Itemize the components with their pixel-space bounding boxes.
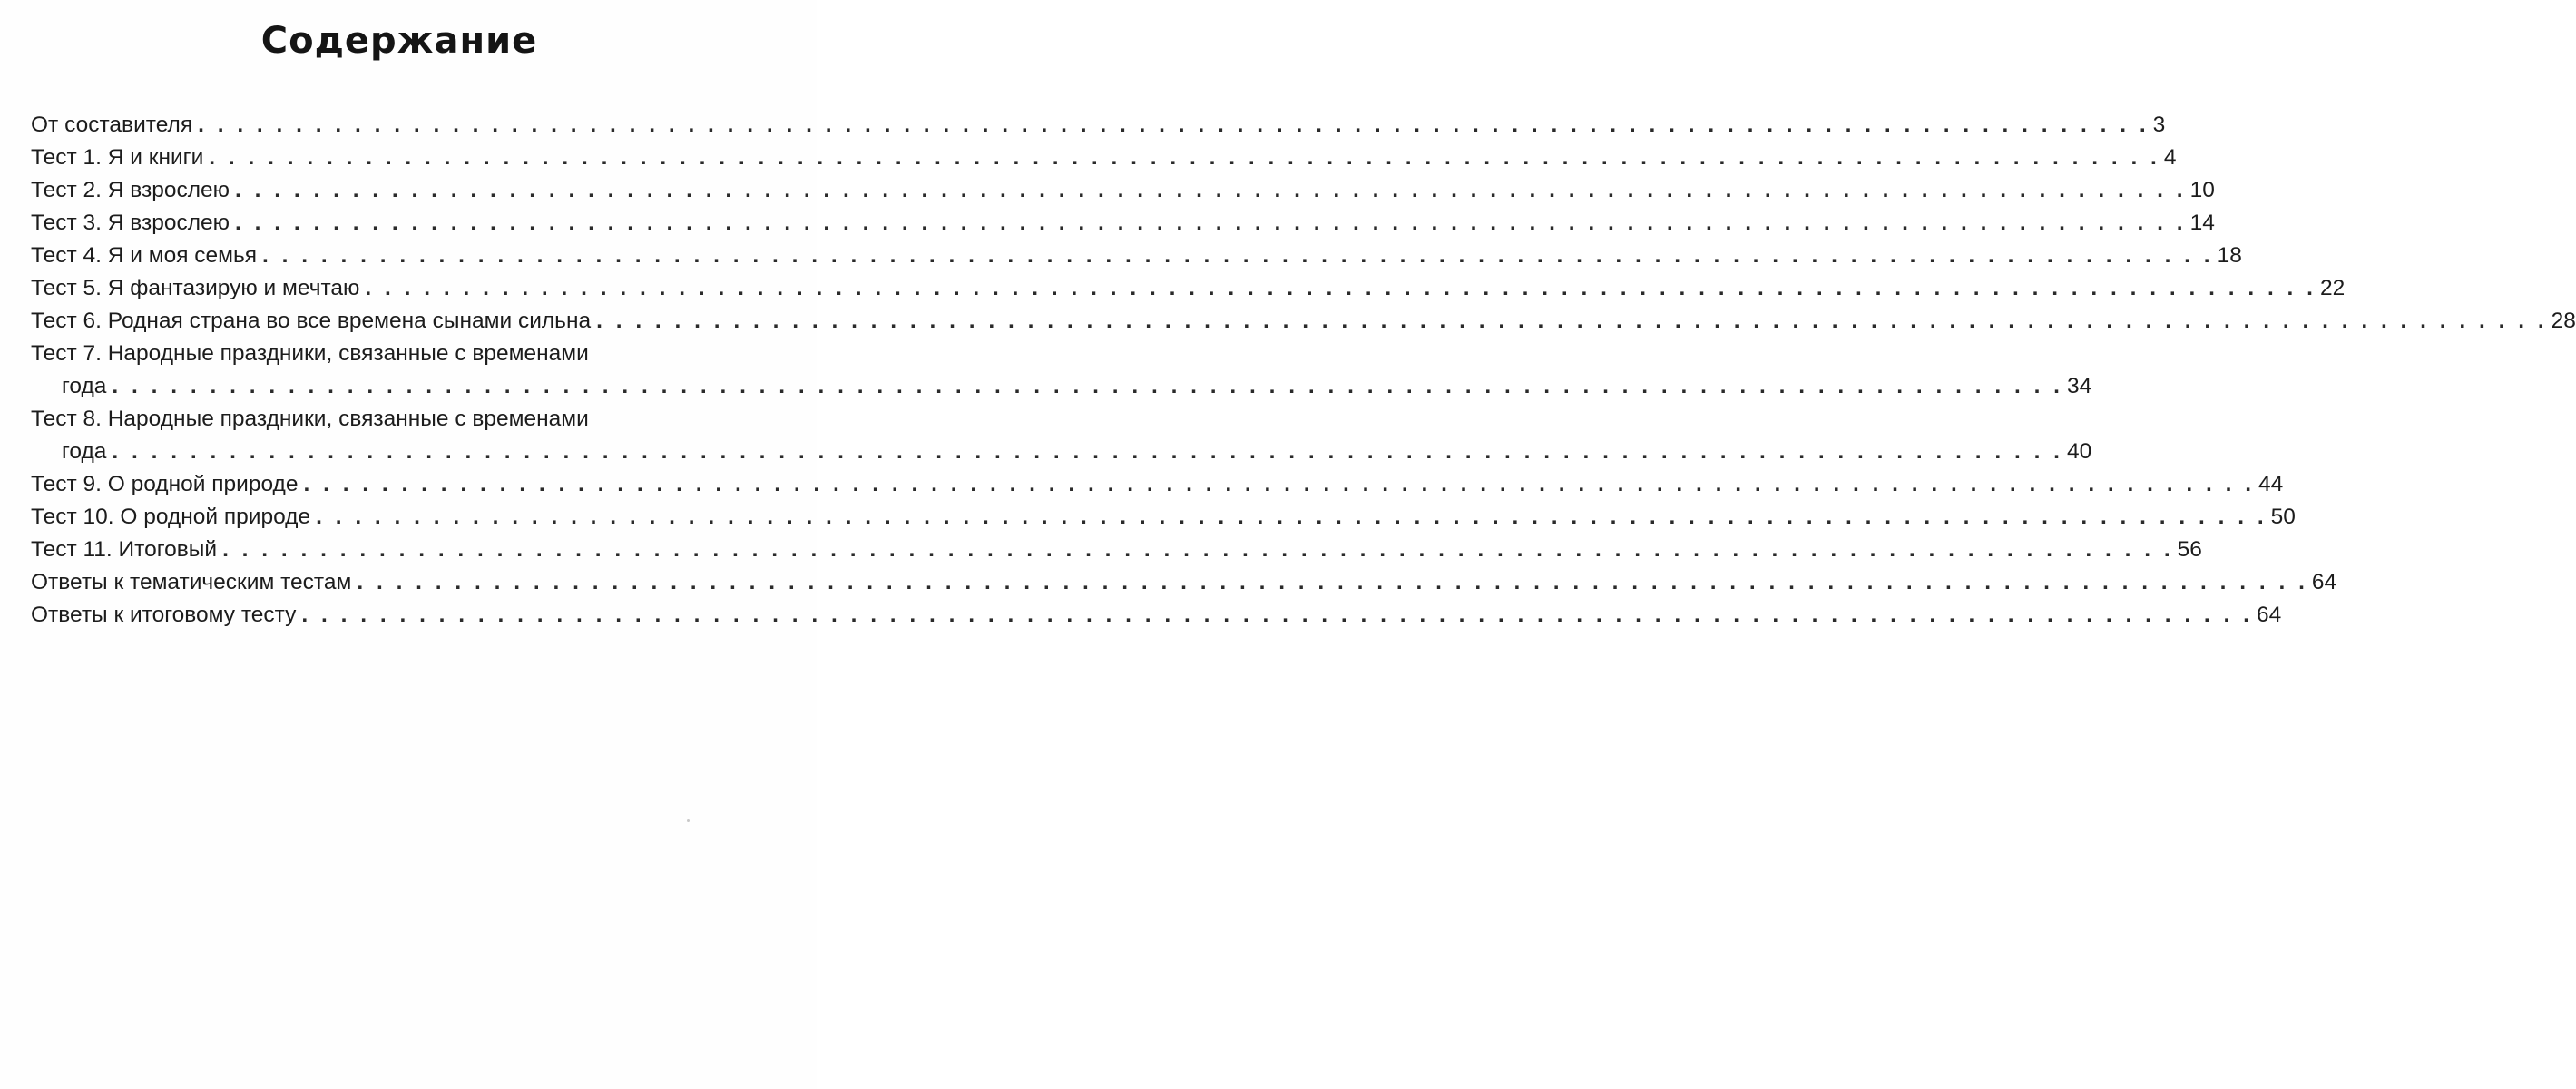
toc-entry-page: 40 [2067,439,2092,464]
dot-leader: . . . . . . . . . . . . . . . . . . . . . . . . . . . . . . . . . . . . . . . . . . . . . . . . . . . . . . . . . . . . . . . . . . . . . . . . . . . . . . . . . . . . . . . . . . . . . . . . . . . . [235,178,2187,202]
dot-leader: . . . . . . . . . . . . . . . . . . . . . . . . . . . . . . . . . . . . . . . . . . . . . . . . . . . . . . . . . . . . . . . . . . . . . . . . . . . . . . . . . . . . . . . . . . . . . . . . . . . . [198,113,2150,137]
toc-entry-page: 22 [2319,276,2346,300]
toc-entry-title: Ответы к тематическим тестам [31,570,352,594]
dot-leader: . . . . . . . . . . . . . . . . . . . . . . . . . . . . . . . . . . . . . . . . . . . . . . . . . . . . . . . . . . . . . . . . . . . . . . . . . . . . . . . . . . . . . . . . . . . . . . . . . . . . [112,439,2063,464]
toc-entry [31,305,2576,338]
toc-entry-title: От составителя [31,113,193,137]
dot-leader: . . . . . . . . . . . . . . . . . . . . . . . . . . . . . . . . . . . . . . . . . . . . . . . . . . . . . . . . . . . . . . . . . . . . . . . . . . . . . . . . . . . . . . . . . . . . . . . . . . . . [316,505,2267,529]
dot-leader: . . . . . . . . . . . . . . . . . . . . . . . . . . . . . . . . . . . . . . . . . . . . . . . . . . . . . . . . . . . . . . . . . . . . . . . . . . . . . . . . . . . . . . . . . . . . . . . . . . . . [112,374,2063,398]
toc-entry-page: 50 [2270,505,2296,529]
toc-entry-page: 64 [2311,570,2337,594]
table-of-contents [31,109,2576,632]
toc-entry-page: 44 [2258,472,2284,496]
dot-leader: . . . . . . . . . . . . . . . . . . . . . . . . . . . . . . . . . . . . . . . . . . . . . . . . . . . . . . . . . . . . . . . . . . . . . . . . . . . . . . . . . . . . . . . . . . . . . . . . . . . . [222,537,2174,562]
toc-entry-title: Тест 6. Родная страна во все времена сынами сильна [31,309,592,333]
toc-entry [31,109,2166,142]
page-title: Содержание [260,20,538,62]
toc-entry-page: 14 [2189,211,2215,235]
dot-leader: . . . . . . . . . . . . . . . . . . . . . . . . . . . . . . . . . . . . . . . . . . . . . . . . . . . . . . . . . . . . . . . . . . . . . . . . . . . . . . . . . . . . . . . . . . . . . . . . . . . . [301,603,2253,627]
toc-entry-title: Тест 3. Я взрослею [31,211,230,235]
toc-entry-title: Тест 11. Итоговый [31,537,218,562]
toc-entry [31,566,2337,599]
dot-leader: . . . . . . . . . . . . . . . . . . . . . . . . . . . . . . . . . . . . . . . . . . . . . . . . . . . . . . . . . . . . . . . . . . . . . . . . . . . . . . . . . . . . . . . . . . . . . . . . . . . . [357,570,2308,594]
toc-entry-title: Тест 5. Я фантазирую и мечтаю [31,276,360,300]
toc-entry-title: Тест 2. Я взрослею [31,178,230,202]
toc-entry [31,468,2284,501]
dot-leader: . . . . . . . . . . . . . . . . . . . . . . . . . . . . . . . . . . . . . . . . . . . . . . . . . . . . . . . . . . . . . . . . . . . . . . . . . . . . . . . . . . . . . . . . . . . . . . . . . . . . [235,211,2187,235]
toc-entry-title-continuation: года [62,439,107,464]
toc-entry [31,599,2282,632]
toc-entry-title: Тест 9. О родной природе [31,472,299,496]
dot-leader: . . . . . . . . . . . . . . . . . . . . . . . . . . . . . . . . . . . . . . . . . . . . . . . . . . . . . . . . . . . . . . . . . . . . . . . . . . . . . . . . . . . . . . . . . . . . . . . . . . . . [209,145,2160,170]
toc-entry [31,338,2092,403]
dot-leader: . . . . . . . . . . . . . . . . . . . . . . . . . . . . . . . . . . . . . . . . . . . . . . . . . . . . . . . . . . . . . . . . . . . . . . . . . . . . . . . . . . . . . . . . . . . . . . . . . . . . [303,472,2256,496]
toc-entry-title-continuation: года [62,374,107,398]
toc-entry-title: Тест 7. Народные праздники, связанные с временами [31,341,589,366]
dot-leader: . . . . . . . . . . . . . . . . . . . . . . . . . . . . . . . . . . . . . . . . . . . . . . . . . . . . . . . . . . . . . . . . . . . . . . . . . . . . . . . . . . . . . . . . . . . . . . . . . . . . [365,276,2316,300]
toc-entry [31,174,2215,207]
toc-entry-page: 10 [2189,178,2215,202]
toc-entry-page: 4 [2163,145,2177,170]
toc-entry-page: 3 [2152,113,2166,137]
dot-leader: . . . . . . . . . . . . . . . . . . . . . . . . . . . . . . . . . . . . . . . . . . . . . . . . . . . . . . . . . . . . . . . . . . . . . . . . . . . . . . . . . . . . . . . . . . . . . . . . . . . . [262,243,2214,268]
toc-entry [31,272,2346,305]
toc-entry-title: Ответы к итоговому тесту [31,603,297,627]
toc-entry-page: 56 [2177,537,2202,562]
toc-entry-title: Тест 10. О родной природе [31,505,311,529]
toc-entry [31,207,2215,240]
toc-entry-page: 64 [2256,603,2282,627]
dot-leader: . . . . . . . . . . . . . . . . . . . . . . . . . . . . . . . . . . . . . . . . . . . . . . . . . . . . . . . . . . . . . . . . . . . . . . . . . . . . . . . . . . . . . . . . . . . . . . . . . . . . [596,309,2548,333]
toc-entry-page: 34 [2067,374,2092,398]
toc-entry [31,240,2242,272]
toc-entry-page: 18 [2217,243,2242,268]
toc-entry-page: 28 [2551,309,2576,333]
paper-speck [687,819,690,822]
toc-entry-title: Тест 1. Я и книги [31,145,204,170]
toc-entry [31,403,2092,468]
toc-entry [31,142,2177,174]
toc-entry-title: Тест 8. Народные праздники, связанные с временами [31,407,589,431]
toc-entry-title: Тест 4. Я и моя семья [31,243,258,268]
toc-entry [31,534,2202,566]
toc-entry [31,501,2296,534]
